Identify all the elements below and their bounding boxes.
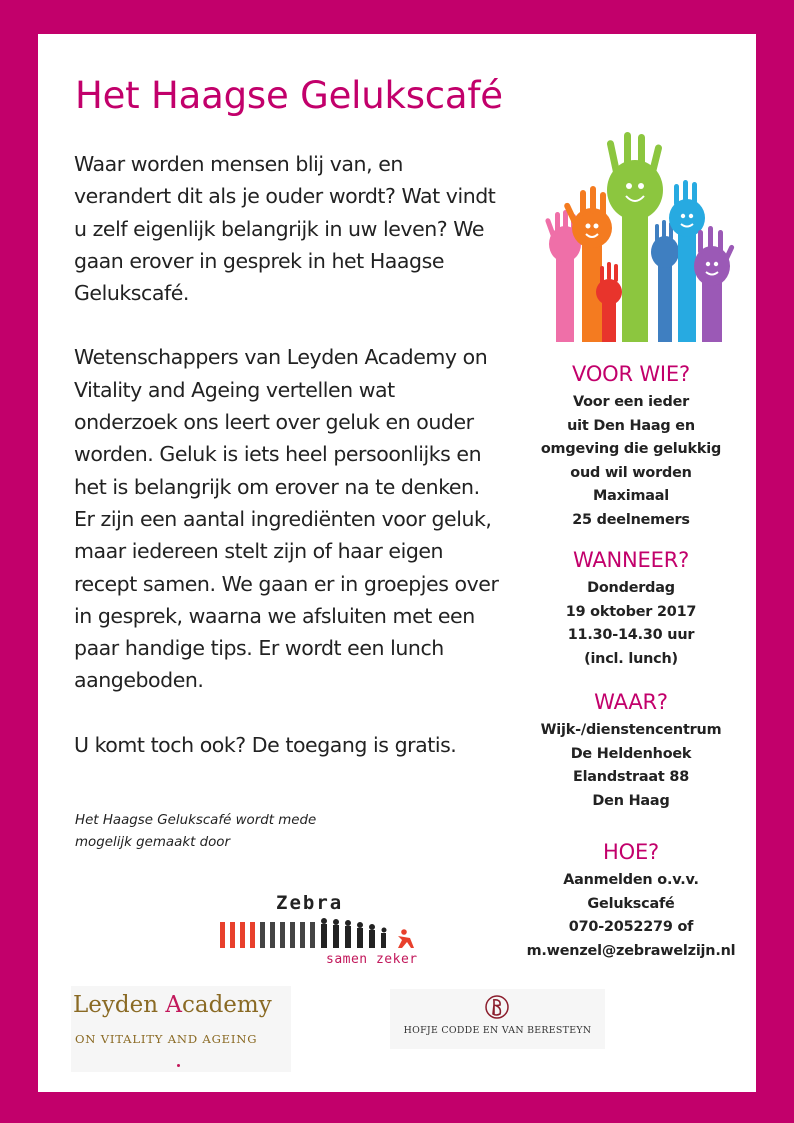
closing-paragraph: U komt toch ook? De toegang is gratis. — [74, 732, 457, 757]
section-heading: WANNEER? — [572, 548, 690, 572]
flyer-page — [38, 34, 756, 1092]
section-text: Voor een ieder uit Den Haag en omgeving die gelukkig oud wil worden Maximaal 25 deelnemers — [540, 394, 722, 528]
body-text — [74, 148, 504, 793]
section-wanneer — [504, 546, 758, 671]
main-paragraph: Wetenschappers van Leyden Academy on Vitality and Ageing vertellen wat onderzoek ons leert over geluk en ouder worden. Geluk is iets heel persoonlijks en het is belangrijk om erover na te denken. Er zijn een aantal ingrediënten voor geluk, maar iedereen stelt zijn of haar eigen recept samen. We gaan er in groepjes over in gesprek, waarna we afsluiten met een paar handige tips. Er wordt een lunch aangeboden. — [74, 345, 499, 693]
section-text: Aanmelden o.v.v. Gelukscafé 070-2052279 of m.wenzel@zebrawelzijn.nl — [526, 872, 736, 959]
leyden-logo-dot — [177, 1064, 180, 1067]
zebra-logo-name: Zebra — [276, 892, 344, 914]
hofje-seal-icon — [484, 993, 510, 1021]
hands-illustration — [538, 132, 738, 342]
section-heading: HOE? — [603, 840, 659, 864]
zebra-stripes-icon — [218, 918, 428, 952]
section-text: Donderdag 19 oktober 2017 11.30-14.30 uur (incl. lunch) — [565, 580, 697, 667]
zebra-logo — [218, 892, 428, 972]
purple-hand-icon — [694, 226, 735, 342]
leyden-logo-rest: cademy — [181, 992, 272, 1018]
intro-paragraph: Waar worden mensen blij van, en verandert dit als je ouder wordt? Wat vindt u zelf eigenlijk belangrijk in uw leven? We gaan erover in gesprek in het Haagse Gelukscafé. — [74, 152, 496, 306]
hofje-logo — [390, 989, 605, 1049]
leyden-academy-logo — [71, 986, 291, 1072]
zebra-logo-tagline: samen zeker — [326, 952, 418, 967]
leyden-logo-letter-a: A — [165, 992, 182, 1018]
leyden-logo-subtitle: ON VITALITY AND AGEING — [75, 1032, 258, 1046]
section-voor-wie — [504, 360, 758, 532]
section-waar — [504, 688, 758, 813]
sponsor-credit: Het Haagse Gelukscafé wordt mede mogelijk gemaakt door — [75, 813, 317, 850]
page-title: Het Haagse Gelukscafé — [75, 74, 503, 117]
leyden-logo-prefix: Leyden — [73, 992, 166, 1018]
hofje-logo-name: HOFJE CODDE EN VAN BERESTEYN — [403, 1025, 592, 1036]
section-text: Wijk-/dienstencentrum De Heldenhoek Elandstraat 88 Den Haag — [540, 722, 722, 809]
leyden-logo-name — [73, 992, 272, 1018]
section-heading: WAAR? — [594, 690, 668, 714]
section-hoe — [504, 838, 758, 963]
section-heading: VOOR WIE? — [572, 362, 690, 386]
